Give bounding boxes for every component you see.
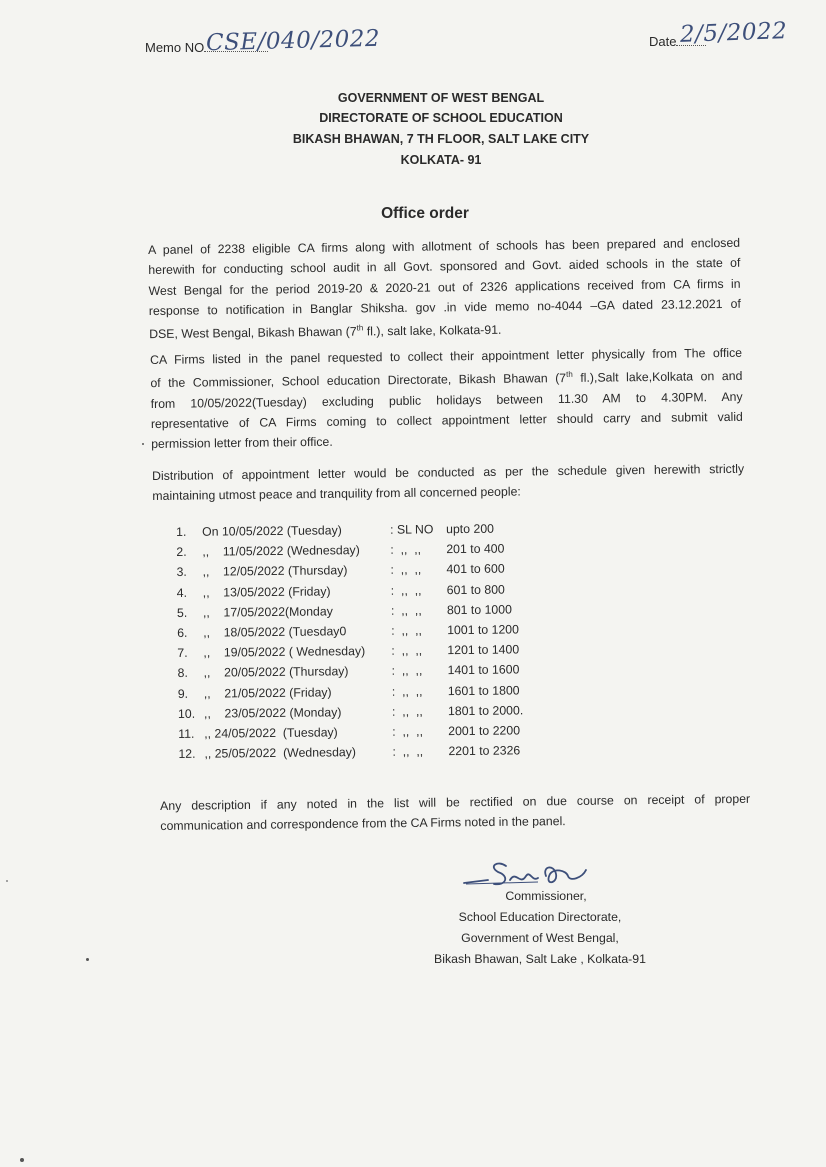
schedule-range: 1001 to 1200: [447, 622, 520, 638]
schedule-num: 12.: [178, 746, 196, 762]
para1-line: response to notification in Banglar Shiksha. gov .in vide memo no-4044 –GA dated 23.12.2021 of: [148, 296, 741, 318]
header-govt: GOVERNMENT OF WEST BENGAL: [337, 91, 545, 105]
date-label: Date: [649, 34, 677, 49]
schedule-sl: : ,, ,,: [391, 663, 423, 679]
schedule-sl: : ,, ,,: [391, 643, 423, 658]
memo-label: Memo NO: [145, 40, 205, 55]
schedule-range: 1801 to 2000.: [447, 703, 524, 718]
para3-line: Distribution of appointment letter would be conducted as per the schedule given herewith strictly: [152, 461, 745, 483]
schedule-date: ,, 21/05/2022 (Friday): [203, 684, 332, 701]
schedule-num: 10.: [177, 706, 196, 721]
schedule-range: upto 200: [446, 521, 495, 537]
schedule-sl: : ,, ,,: [392, 724, 424, 739]
para1-line: DSE, West Bengal, Bikash Bhawan (7th fl.), salt lake, Kolkata-91.: [149, 322, 502, 342]
paragraph-collection: [150, 343, 743, 455]
schedule-num: 5.: [176, 605, 188, 620]
schedule-date: ,, 19/05/2022 ( Wednesday): [203, 644, 366, 660]
schedule-num: 8.: [177, 666, 188, 681]
schedule-range: 2201 to 2326: [448, 743, 521, 759]
schedule-num: 2.: [176, 545, 187, 560]
schedule-range: 201 to 400: [446, 541, 505, 557]
para4-line: communication and correspondence from the CA Firms noted in the panel.: [160, 814, 566, 834]
schedule-date: ,, 25/05/2022 (Wednesday): [204, 745, 357, 761]
schedule-date: ,, 17/05/2022(Monday: [202, 604, 333, 620]
schedule-date: ,, 23/05/2022 (Monday): [203, 704, 342, 721]
schedule-date: ,, 24/05/2022 (Tuesday): [204, 725, 338, 741]
schedule-num: 1.: [176, 524, 187, 539]
schedule-range: 2001 to 2200: [448, 723, 521, 739]
para1-line: A panel of 2238 eligible CA firms along with allotment of schools has been prepared and enclosed: [148, 235, 741, 257]
schedule-sl: : ,, ,,: [391, 623, 422, 638]
schedule-row: [178, 740, 538, 764]
paragraph-distribution: [152, 459, 744, 507]
schedule-num: 7.: [177, 646, 188, 661]
paragraph-rectification: [160, 789, 750, 837]
para2-line: representative of CA Firms coming to collect appointment letter should carry and submit valid: [150, 409, 743, 431]
scan-speck: [20, 1158, 24, 1162]
schedule-date: ,, 13/05/2022 (Friday): [202, 583, 331, 600]
memo-value-handwritten: CSE/040/2022: [205, 25, 381, 57]
para2-line: CA Firms listed in the panel requested to collect their appointment letter physically from The office: [150, 345, 743, 367]
schedule-range: 401 to 600: [446, 561, 505, 577]
signatory-title: Commissioner,: [505, 889, 587, 903]
schedule-num: 9.: [177, 686, 189, 701]
scan-speck: [86, 958, 89, 961]
schedule-sl: : ,, ,,: [391, 704, 423, 719]
schedule-date: On 10/05/2022 (Tuesday): [202, 523, 342, 539]
signatory-address: Bikash Bhawan, Salt Lake , Kolkata-91: [434, 952, 646, 966]
schedule-num: 11.: [178, 726, 195, 741]
schedule-range: 801 to 1000: [446, 602, 512, 617]
schedule-sl: : ,, ,,: [392, 744, 424, 759]
para3-line: maintaining utmost peace and tranquility from all concerned people:: [152, 484, 521, 504]
header-directorate: DIRECTORATE OF SCHOOL EDUCATION: [319, 111, 563, 125]
signatory-office: School Education Directorate,: [458, 910, 622, 924]
scan-speck: [6, 880, 8, 882]
schedule-date: ,, 18/05/2022 (Tuesday0: [203, 624, 347, 640]
paragraph-panel: [148, 233, 741, 345]
para1-line: West Bengal for the period 2019-20 & 2020-21 out of 2326 applications received from CA firms in: [148, 276, 741, 298]
para1-line: herewith for conducting school audit in all Govt. sponsored and Govt. aided schools in the state of: [148, 256, 741, 278]
schedule-num: 4.: [176, 585, 188, 600]
date-value-handwritten: 2/5/2022: [679, 18, 788, 48]
schedule-list: [176, 518, 539, 764]
schedule-sl: : ,, ,,: [390, 603, 422, 618]
schedule-date: ,, 12/05/2022 (Thursday): [202, 563, 348, 580]
para2-line: of the Commissioner, School education Directorate, Bikash Bhawan (7th fl.),Salt lake,Kolkata on and: [150, 369, 743, 391]
schedule-date: ,, 11/05/2022 (Wednesday): [202, 543, 360, 559]
schedule-sl: : ,, ,,: [391, 683, 423, 699]
para2-line: permission letter from their office.: [151, 435, 333, 452]
page-title: Office order: [381, 205, 469, 222]
header-city: KOLKATA- 91: [400, 153, 482, 167]
header-address: BIKASH BHAWAN, 7 TH FLOOR, SALT LAKE CITY: [292, 132, 590, 146]
scan-speck: [142, 443, 144, 445]
para2-line: from 10/05/2022(Tuesday) excluding public holidays between 11.30 AM to 4.30PM. Any: [150, 389, 743, 411]
schedule-sl: : SL NO: [390, 522, 434, 537]
schedule-sl: : ,, ,,: [390, 562, 422, 578]
schedule-range: 1601 to 1800: [447, 682, 520, 698]
schedule-sl: : ,, ,,: [390, 582, 422, 598]
schedule-date: ,, 20/05/2022 (Thursday): [203, 664, 349, 681]
schedule-range: 1201 to 1400: [447, 642, 520, 658]
signatory-block: [420, 886, 660, 970]
schedule-num: 3.: [176, 565, 187, 580]
signatory-govt: Government of West Bengal,: [461, 931, 619, 945]
schedule-sl: : ,, ,,: [390, 542, 422, 557]
schedule-range: 601 to 800: [446, 582, 505, 597]
para4-line: Any description if any noted in the list will be rectified on due course on receipt of proper: [160, 791, 751, 813]
schedule-num: 6.: [177, 625, 188, 640]
schedule-range: 1401 to 1600: [447, 662, 520, 678]
